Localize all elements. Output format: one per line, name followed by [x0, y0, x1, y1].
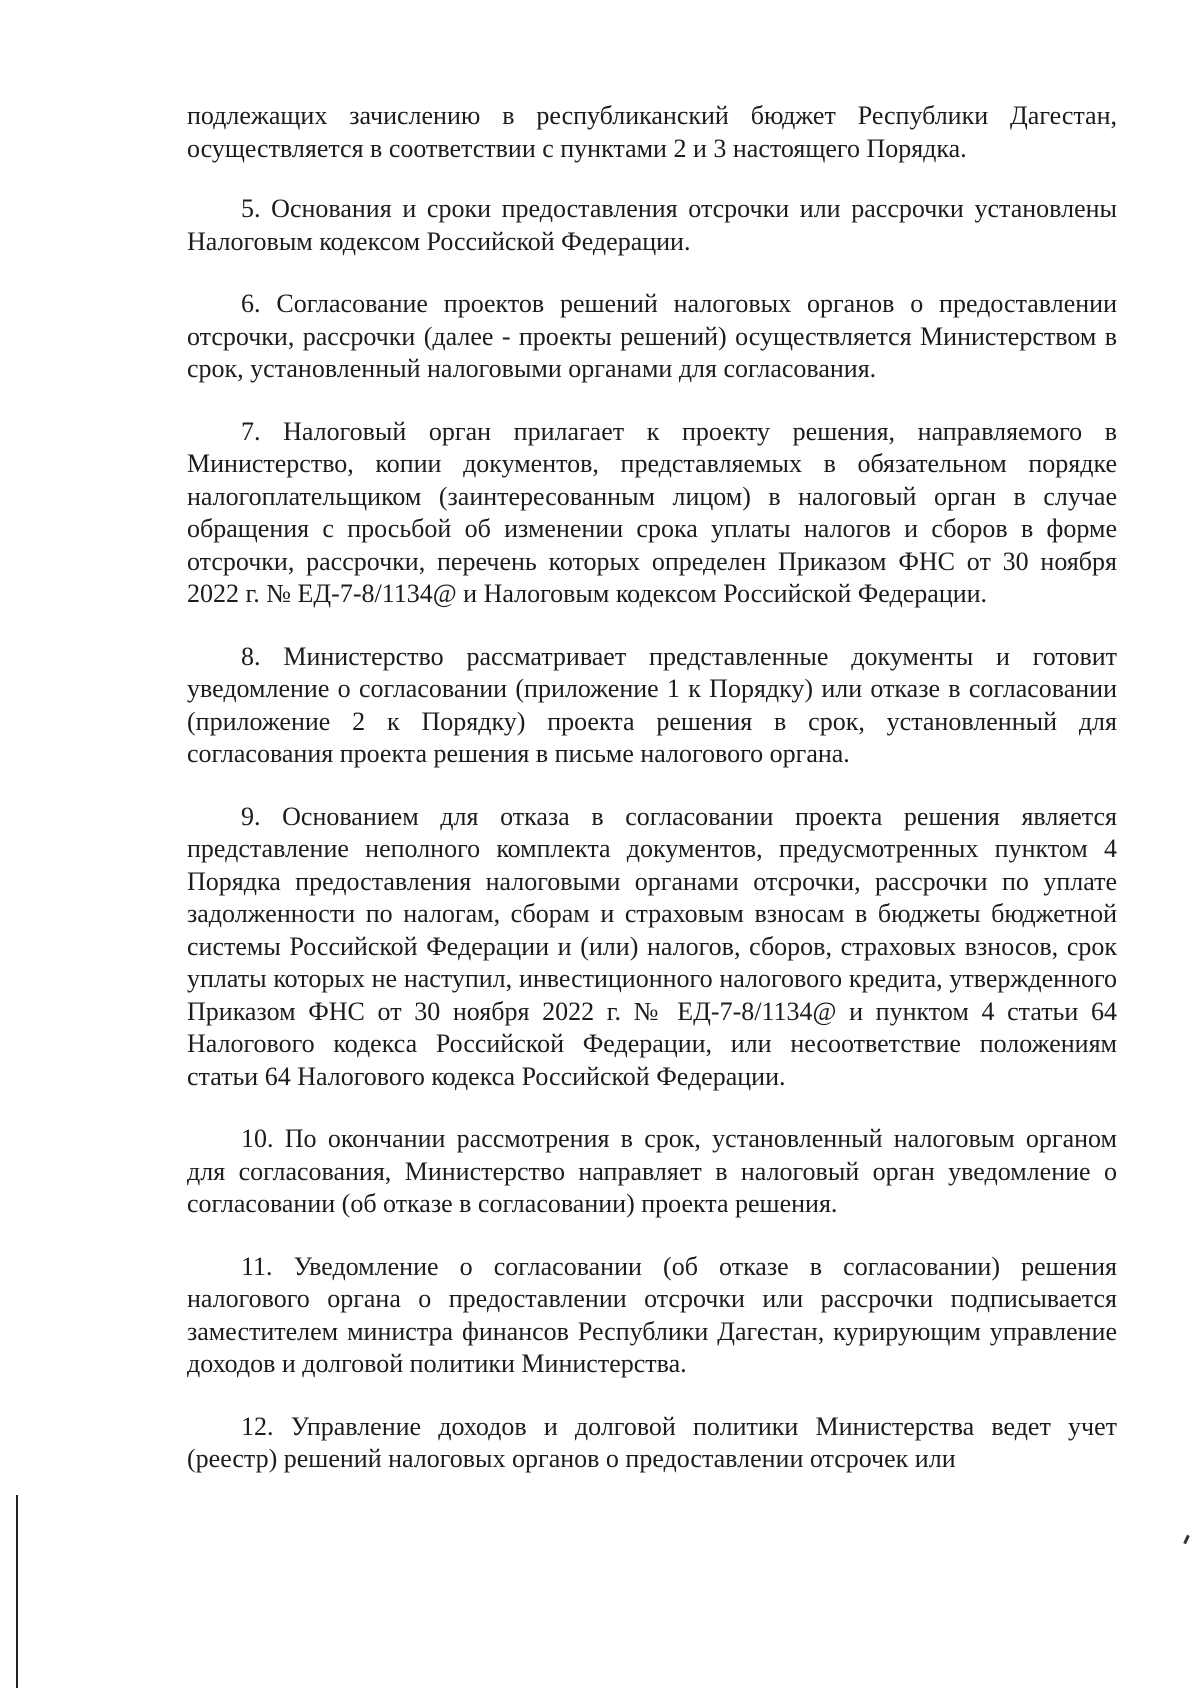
paragraph-11: 11. Уведомление о согласовании (об отказе в согласовании) решения налогового органа о предоставлении отсрочки или рассрочки подписывается заместителем министра финансов Республики Дагестан, курирующим управление доходов и долговой политики Министерства. — [187, 1251, 1117, 1378]
scan-margin-line — [16, 1495, 18, 1688]
scan-tick-mark — [1183, 1535, 1190, 1544]
document-body — [187, 100, 1117, 1506]
paragraph-10: 10. По окончании рассмотрения в срок, установленный налоговым органом для согласования, Министерство направляет в налоговый орган уведомление о согласовании (об отказе в согласовании) проекта решения. — [187, 1124, 1117, 1218]
paragraph-8: 8. Министерство рассматривает представленные документы и готовит уведомление о согласовании (приложение 1 к Порядку) или отказе в согласовании (приложение 2 к Порядку) проекта решения в срок, установленный для согласования проекта решения в письме налогового органа. — [187, 641, 1117, 768]
paragraph-12: 12. Управление доходов и долговой политики Министерства ведет учет (реестр) решений налоговых органов о предоставлении отсрочек или — [187, 1411, 1117, 1473]
paragraph-9: 9. Основанием для отказа в согласовании проекта решения является представление неполного комплекта документов, предусмотренных пунктом 4 Порядка предоставления налоговыми органами отсрочки, рассрочки по уплате задолженности по налогам, сборам и страховым взносам в бюджеты бюджетной системы Российской Федерации и (или) налогов, сборов, страховых взносов, срок уплаты которых не наступил, инвестиционного налогового кредита, утвержденного Приказом ФНС от 30 ноября 2022 г. № ЕД-7-8/1134@ и пунктом 4 статьи 64 Налогового кодекса Российской Федерации, или несоответствие положениям статьи 64 Налогового кодекса Российской Федерации. — [187, 801, 1117, 1091]
paragraph-5: 5. Основания и сроки предоставления отсрочки или рассрочки установлены Налоговым кодексом Российской Федерации. — [187, 194, 1117, 256]
paragraph-7: 7. Налоговый орган прилагает к проекту решения, направляемого в Министерство, копии документов, представляемых в обязательном порядке налогоплательщиком (заинтересованным лицом) в налоговый орган в случае обращения с просьбой об изменении срока уплаты налогов и сборов в форме отсрочки, рассрочки, перечень которых определен Приказом ФНС от 30 ноября 2022 г. № ЕД-7-8/1134@ и Налоговым кодексом Российской Федерации. — [187, 416, 1117, 608]
paragraph-continuation: подлежащих зачислению в республиканский бюджет Республики Дагестан, осуществляется в соответствии с пунктами 2 и 3 настоящего Порядка. — [187, 101, 1117, 163]
paragraph-6: 6. Согласование проектов решений налоговых органов о предоставлении отсрочки, рассрочки (далее - проекты решений) осуществляется Министерством в срок, установленный налоговыми органами для согласования. — [187, 289, 1117, 383]
